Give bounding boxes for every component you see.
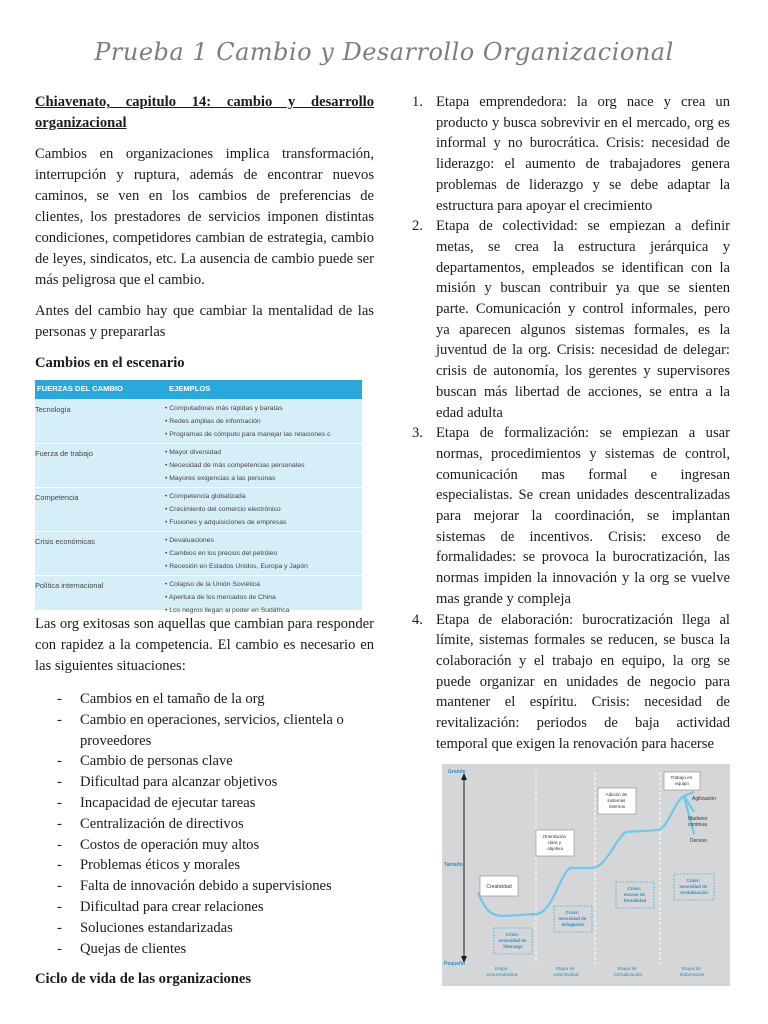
table-header-forces: FUERZAS DEL CAMBIO — [37, 384, 123, 393]
force-example: • Competencia globalizada — [165, 493, 246, 500]
internal-systems-label: Adición de sistemas internos — [605, 792, 628, 809]
stage-text: Etapa emprendedora: la org nace y crea un producto y busca sobrevivir en el mercado, org es informal y no burocrática. Crisis: necesidad de liderazgo: el aumento de trabajadores genera problemas de liderazgo y se debe adaptar la estructura para apoyar el crecimiento — [436, 94, 730, 214]
list-item: - Falta de innovación debido a supervisiones — [35, 876, 374, 897]
stage-item — [412, 610, 730, 755]
stage-text: Etapa de elaboración: burocratización llega al límite, sistemas formales se reducen, se busca la colaboración y el trabajo en equipo, la org se puede organizar en unidades de negocio para mantener el espíritu. Crisis: necesidad de revitalización: periodos de baja actividad temporal que exigen la renovación para hacerse — [436, 611, 730, 752]
scenario-heading: Cambios en el escenario — [35, 355, 185, 371]
outcome-maturity: Madurez continua — [688, 816, 708, 828]
y-label-mid: Tamaño — [444, 862, 463, 868]
stage-label-2: Etapa de colectividad — [553, 967, 579, 978]
stage-item — [412, 423, 730, 609]
stage-item — [412, 92, 730, 216]
row-separator — [35, 443, 362, 444]
change-situations-list — [35, 689, 374, 959]
force-example: • Necesidad de más competencias personales — [165, 462, 305, 469]
life-cycle-heading: Ciclo de vida de las organizaciones — [35, 971, 252, 988]
right-column — [412, 92, 730, 755]
page-title: Prueba 1 Cambio y Desarrollo Organizacional — [94, 38, 674, 66]
force-example: • Recesión en Estados Unidos, Europa y Japón — [165, 563, 308, 570]
stage-label-1: Etapa emprendedora — [486, 967, 518, 978]
y-label-top: Grande — [448, 769, 466, 775]
life-cycle-svg — [442, 764, 730, 986]
force-example: • Mayores exigencias a las personas — [165, 475, 276, 482]
force-label: Fuerza de trabajo — [35, 449, 93, 458]
force-example: • Cambios en los precios del petróleo — [165, 550, 278, 557]
stage-number: 2. — [412, 218, 423, 235]
list-item: - Centralización de directivos — [35, 814, 374, 835]
stage-number: 1. — [412, 94, 423, 110]
table-row — [35, 443, 362, 487]
list-item: - Quejas de clientes — [35, 939, 374, 960]
list-item: - Dificultad para alcanzar objetivos — [35, 772, 374, 793]
force-example: • Fusiones y adquisiciones de empresas — [165, 519, 287, 526]
force-example: • Redes amplias de información — [165, 418, 261, 425]
y-label-bottom: Pequeño — [444, 961, 466, 967]
list-item: - Incapacidad de ejecutar tareas — [35, 793, 374, 814]
list-item: - Soluciones estandarizadas — [35, 918, 374, 939]
list-item: - Cambios en el tamaño de la org — [35, 689, 374, 710]
force-example: • Los negros llegan al poder en Sudáfrica — [165, 607, 290, 614]
force-example: • Colapso de la Unión Soviética — [165, 581, 260, 588]
table-row — [35, 575, 362, 619]
intro-paragraph: Cambios en organizaciones implica transformación, interrupción y ruptura, además de encontrar nuevos caminos, se ven en los cambios de preferencias de clientes, los prestadores de servicios imponen distintas condiciones, competidores cambian de estrategia, cambio de leyes, sindicatos, etc. La ausencia de cambio puede ser más peligrosa que el cambio. — [35, 146, 374, 288]
force-example: • Crecimiento del comercio electrónico — [165, 506, 281, 513]
table-header — [35, 380, 362, 399]
list-item: - Cambio en operaciones, servicios, clientela o proveedores — [35, 710, 374, 752]
crisis-formality-label: Crisis: exceso de formalidad — [623, 886, 647, 903]
stage-text: Etapa de formalización: se empiezan a usar normas, procedimientos y sistemas de control, comunicación mas formal e ingresan especialistas. Se crean unidades descentralizadas para mejorar la coordinación, se implantan sistemas de incentivos. Crisis: exceso de formalidades: se provoca la burocratización, las normas impiden la innovación y la org se vuelve mas grande y compleja — [436, 425, 730, 607]
list-item: - Cambio de personas clave — [35, 751, 374, 772]
stage-text: Etapa de colectividad: se empiezan a definir metas, se crea la estructura jerárquica y departamentos, empleados se identifican con la misión y buscan contribuir ya que se sienten parte. Comunicación y control informales, pero ya aparecen algunos sistemas formales, es la juventud de la org. Crisis: necesidad de delegar: crisis de autonomía, los gerentes y supervisores buscan más libertad de acciones, se entra a la edad adulta — [436, 218, 730, 421]
table-row — [35, 487, 362, 531]
force-example: • Programas de cómputo para manejar las relaciones c — [165, 431, 331, 438]
mentality-paragraph: Antes del cambio hay que cambiar la mentalidad de las personas y prepararlas — [35, 303, 374, 340]
list-item: - Costos de operación muy altos — [35, 835, 374, 856]
growth-curve — [478, 796, 684, 916]
force-example: • Computadoras más rápidas y baratas — [165, 405, 283, 412]
stage-label-3: Etapa de formalización — [613, 967, 643, 978]
force-example: • Devaluaciones — [165, 537, 214, 544]
force-label: Crisis económicas — [35, 537, 95, 546]
crisis-leadership-label: Crisis: necesidad de liderazgo — [498, 932, 527, 949]
teamwork-label: Trabajo en equipo — [670, 775, 693, 786]
life-cycle-diagram — [442, 764, 730, 986]
list-item: - Problemas éticos y morales — [35, 855, 374, 876]
left-column — [35, 92, 374, 988]
row-separator — [35, 531, 362, 532]
force-label: Política internacional — [35, 581, 104, 590]
force-example: • Mayor diversidad — [165, 449, 222, 456]
outcome-agilization: Agilización — [692, 796, 716, 802]
list-item: - Dificultad para crear relaciones — [35, 897, 374, 918]
crisis-revitalization-label: Crisis: necesidad de revitalización — [679, 878, 708, 895]
row-separator — [35, 487, 362, 488]
table-row — [35, 531, 362, 575]
stage-number: 3. — [412, 425, 423, 442]
successful-orgs-paragraph: Las org exitosas son aquellas que cambian para responder con rapidez a la competencia. El cambio es necesario en las siguientes situaciones: — [35, 616, 374, 674]
crisis-delegation-label: Crisis: necesidad de delegación — [558, 910, 587, 927]
creativity-label: Creatividad — [486, 884, 512, 890]
stage-number: 4. — [412, 611, 423, 628]
force-label: Tecnología — [35, 405, 71, 414]
forces-of-change-table — [35, 380, 362, 614]
force-label: Competencia — [35, 493, 79, 502]
row-separator — [35, 575, 362, 576]
life-cycle-stages-list — [412, 92, 730, 755]
chapter-heading: Chiavenato, capitulo 14: cambio y desarrollo organizacional — [35, 94, 374, 131]
stage-label-4: Etapa de elaboración — [679, 967, 705, 978]
stage-item — [412, 216, 730, 423]
table-row — [35, 399, 362, 443]
table-header-examples: EJEMPLOS — [169, 384, 211, 393]
outcome-decline: Deceso — [690, 838, 707, 844]
orientation-label: Orientación clara y objetiva — [542, 834, 567, 851]
force-example: • Apertura de los mercados de China — [165, 594, 276, 601]
